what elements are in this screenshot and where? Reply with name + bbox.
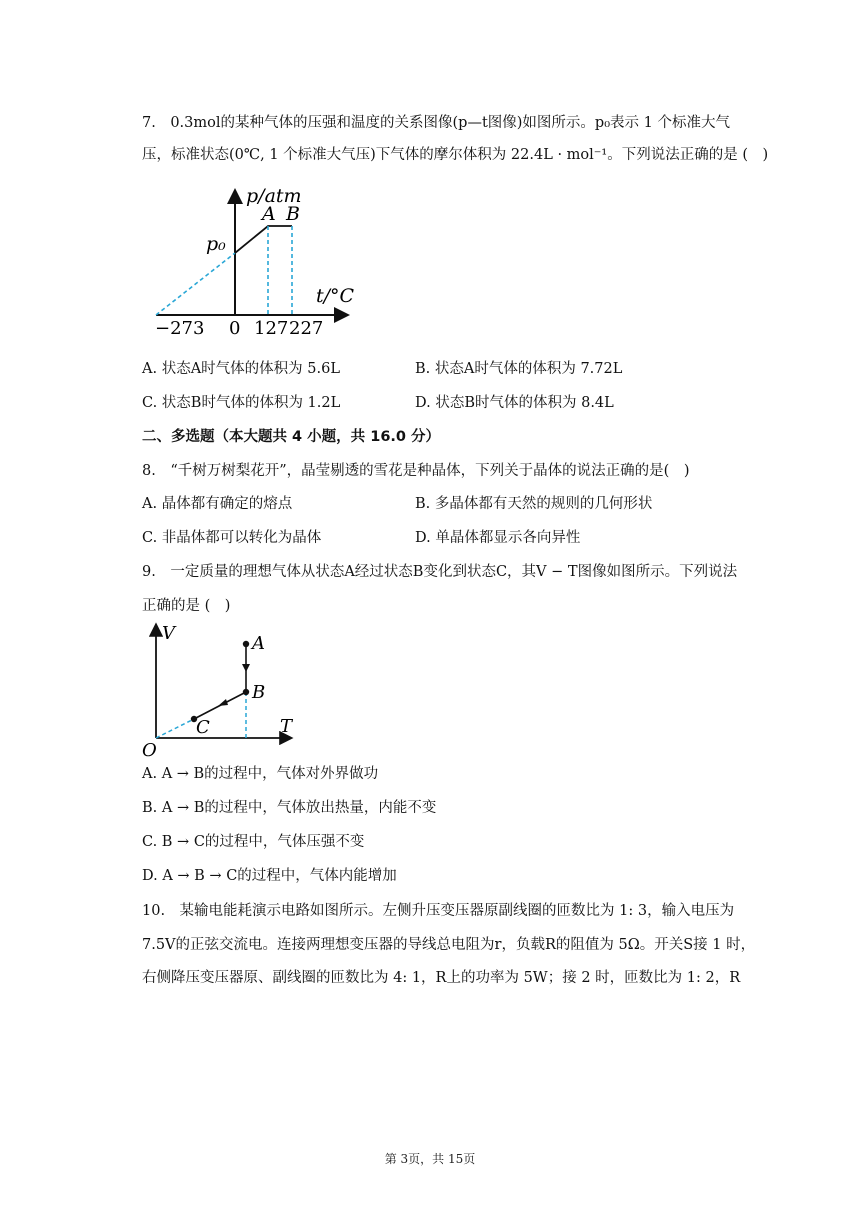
q9-stem-line2: 正确的是 ( ) (142, 598, 231, 614)
q7-option-c[interactable]: C. 状态B时气体的体积为 1.2L (142, 395, 341, 411)
q7-x-label: t/°C (316, 285, 355, 307)
q9-extrapolation-line (156, 719, 194, 738)
q7-tick-label: 0 (229, 318, 241, 339)
q9-stem-line1: 9. 一定质量的理想气体从状态A经过状态B变化到状态C，其V − T图像如图所示。下列说法 (142, 564, 738, 580)
q8-option-c[interactable]: C. 非晶体都可以转化为晶体 (142, 530, 322, 546)
q9-y-label: V (162, 623, 175, 644)
q9-x-label: T (280, 716, 293, 737)
q9-arrow-ab (242, 664, 250, 672)
q7-point-a-label: A (262, 203, 276, 225)
q9-point-c-label: C (196, 717, 210, 738)
q7-p0-label: p₀ (206, 233, 226, 255)
q7-graph-line (235, 226, 292, 253)
q8-option-a[interactable]: A. 晶体都有确定的熔点 (142, 496, 293, 512)
q9-point-b-label: B (252, 682, 266, 703)
q10-stem-line1: 10. 某输电能耗演示电路如图所示。左侧升压变压器原副线圈的匝数比为 1: 3，输入电压为 (142, 903, 735, 919)
page-number: 第 3页，共 15页 (384, 1152, 476, 1166)
q9-point-b (243, 689, 249, 695)
q7-extrapolation-line (156, 253, 235, 315)
q7-tick-label: 227 (289, 318, 324, 339)
q9-vt-graph (140, 620, 300, 760)
q9-option-a[interactable]: A. A → B的过程中，气体对外界做功 (142, 766, 379, 782)
q7-tick-label: 127 (254, 318, 289, 339)
section-title: 二、多选题（本大题共 4 小题，共 16.0 分） (142, 429, 441, 445)
q9-origin-label: O (142, 740, 157, 760)
q9-arrow-bc (218, 699, 228, 706)
q7-option-a[interactable]: A. 状态A时气体的体积为 5.6L (142, 361, 340, 377)
q9-option-c[interactable]: C. B → C的过程中，气体压强不变 (142, 834, 365, 850)
q7-tick-label: −273 (155, 318, 205, 339)
q7-option-d[interactable]: D. 状态B时气体的体积为 8.4L (415, 395, 614, 411)
q7-point-b-label: B (286, 203, 300, 225)
q7-stem-line1: 7. 0.3mol的某种气体的压强和温度的关系图像(p—t图像)如图所示。p₀表示 1 个标准大气 (142, 115, 730, 131)
q8-stem: 8. “千树万树梨花开”，晶莹剔透的雪花是种晶体，下列关于晶体的说法正确的是( ) (142, 463, 690, 479)
q9-point-a (243, 641, 249, 647)
q7-stem-line2: 压，标准状态(0℃, 1 个标准大气压)下气体的摩尔体积为 22.4L · mol⁻¹。下列说法正确的是 ( ) (142, 147, 769, 163)
q9-option-b[interactable]: B. A → B的过程中，气体放出热量，内能不变 (142, 800, 437, 816)
q7-option-b[interactable]: B. 状态A时气体的体积为 7.72L (415, 361, 623, 377)
q10-stem-line3: 右侧降压变压器原、副线圈的匝数比为 4: 1，R上的功率为 5W；接 2 时，匝数比为 1: 2，R (142, 970, 741, 986)
q9-option-d[interactable]: D. A → B → C的过程中，气体内能增加 (142, 868, 397, 884)
q10-stem-line2: 7.5V的正弦交流电。连接两理想变压器的导线总电阻为r，负载R的阻值为 5Ω。开关S接 1 时， (142, 937, 756, 953)
q8-option-d[interactable]: D. 单晶体都显示各向异性 (415, 530, 581, 546)
q7-pt-graph (150, 180, 370, 342)
q7-y-label: p/atm (246, 185, 302, 207)
q9-point-a-label: A (252, 633, 265, 654)
q8-option-b[interactable]: B. 多晶体都有天然的规则的几何形状 (415, 496, 653, 512)
